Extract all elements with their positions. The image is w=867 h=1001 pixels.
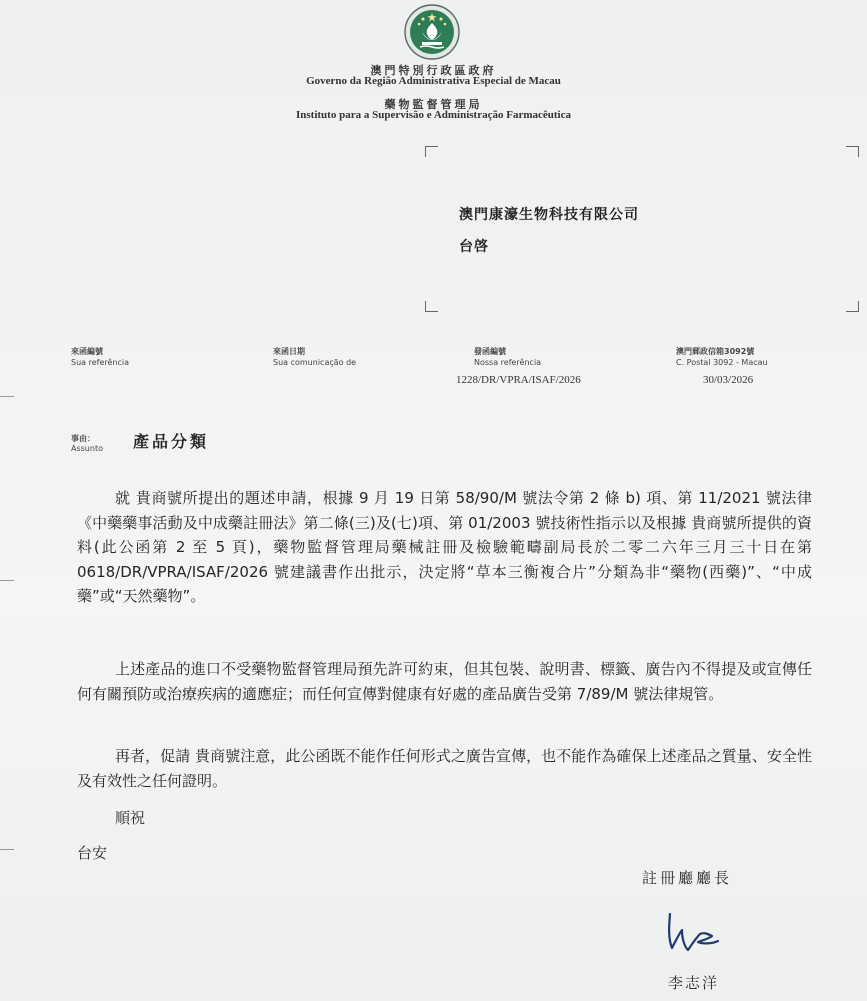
ref-label-zh: 來函日期	[273, 347, 305, 356]
government-name-zh: 澳門特別行政區政府	[370, 65, 497, 77]
closing-line: 台安	[77, 844, 108, 862]
signatory-name: 李志洋	[668, 974, 720, 992]
ref-label-pt: Sua comunicação de	[273, 358, 357, 367]
margin-tick	[0, 580, 14, 581]
closing-line: 順祝	[115, 809, 146, 827]
recipient-name: 澳門康濠生物科技有限公司	[459, 207, 639, 223]
ref-sua-comunicacao	[273, 346, 356, 368]
ref-label-pt: Sua referência	[71, 358, 129, 367]
subject-label-zh: 事由：	[71, 434, 95, 443]
ref-date-value: 30/03/2026	[703, 374, 754, 386]
body-paragraph: 再者，促請 貴商號注意，此公函既不能作任何形式之廣告宣傳，也不能作為確保上述產品之質量、安全性及有效性之任何證明。	[77, 747, 812, 790]
subject-text: 產品分類	[133, 432, 210, 451]
institute-name-zh: 藥物監督管理局	[384, 99, 483, 111]
window-corner-mark	[425, 301, 438, 312]
institute-name-pt: Instituto para a Supervisão e Administração Farmacêutica	[296, 109, 571, 121]
signatory-title: 註冊廳廳長	[642, 869, 733, 887]
ref-label-pt: C. Postal 3092 - Macau	[676, 358, 768, 367]
window-corner-mark	[425, 146, 438, 157]
body-paragraph: 就 貴商號所提出的題述申請，根據 9 月 19 日第 58/90/M 號法令第 2 條 b) 項、第 11/2021 號法律《中藥藥事活動及中成藥註冊法》第二條(三)及(七)項、第 01/2003 號技術性指示以及根據 貴商號所提供的資料(此公函第 2 至 5 頁)，藥物監督管理局藥械註冊及檢驗範疇副局長於二零二六年三月三十日在第 0618/DR/VPRA/ISAF/2026 號建議書作出批示，決定將“草本三衡複合片”分類為非“藥物(西藥)”、“中成藥”或“天然藥物”。	[77, 489, 812, 606]
ref-label-zh: 澳門郵政信箱3092號	[676, 347, 755, 356]
margin-tick	[0, 396, 14, 397]
government-name-pt: Governo da Região Administrativa Especial de Macau	[306, 75, 561, 87]
ref-nossa-referencia	[474, 346, 541, 368]
window-corner-mark	[846, 146, 859, 157]
ref-postal	[676, 346, 768, 368]
ref-nossa-referencia-value: 1228/DR/VPRA/ISAF/2026	[456, 374, 581, 386]
subject-label	[71, 434, 103, 454]
body-paragraph: 上述產品的進口不受藥物監督管理局預先許可約束，但其包裝、說明書、標籤、廣告內不得提及或宣傳任何有關預防或治療疾病的適應症；而任何宣傳對健康有好處的產品廣告受第 7/89/M 號法律規管。	[77, 660, 812, 703]
handwritten-signature-icon	[660, 908, 724, 958]
subject-label-pt: Assunto	[71, 444, 103, 453]
ref-sua-referencia	[71, 346, 129, 368]
window-corner-mark	[846, 301, 859, 312]
ref-label-zh: 來函編號	[71, 347, 103, 356]
recipient-salutation: 台啓	[459, 239, 489, 255]
margin-tick	[0, 849, 14, 850]
macau-emblem-icon	[396, 3, 468, 61]
ref-label-pt: Nossa referência	[474, 358, 542, 367]
ref-label-zh: 發函編號	[474, 347, 506, 356]
